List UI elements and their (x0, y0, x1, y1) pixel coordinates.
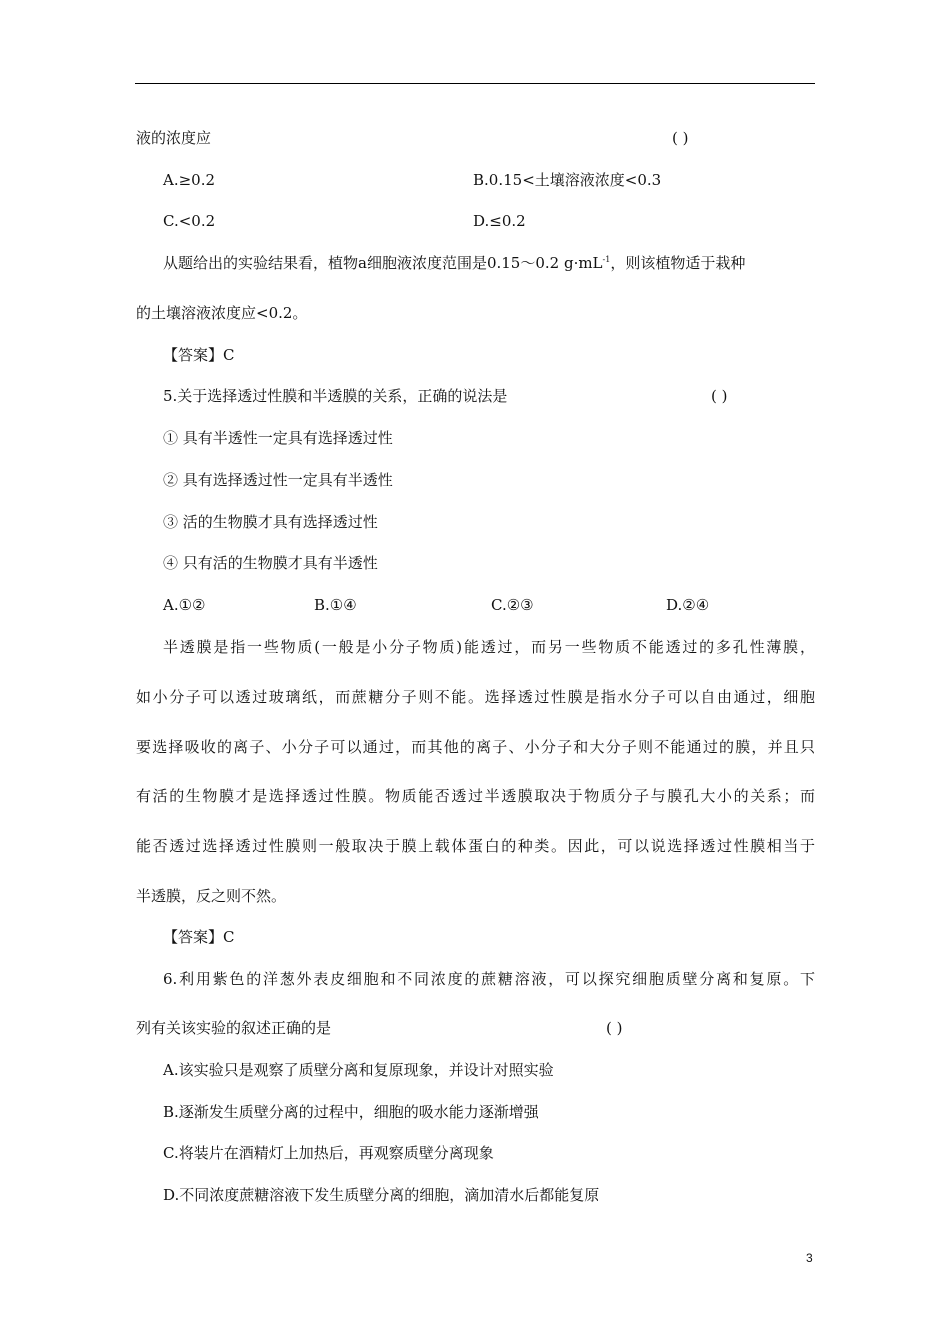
page-number: 3 (806, 1251, 813, 1265)
q4-stem-tail: 液的浓度应 (136, 129, 212, 147)
q5-statement-2: ② 具有选择透过性一定具有半透性 (163, 471, 393, 489)
q5-explanation-line6: 半透膜，反之则不然。 (136, 887, 287, 905)
q4-option-b: B.0.15<土壤溶液浓度<0.3 (473, 171, 662, 189)
q5-explanation-line3: 要选择吸收的离子、小分子可以通过，而其他的离子、小分子和大分子则不能通过的膜，并且只 (136, 738, 815, 756)
q5-option-a: A.①② (163, 596, 206, 614)
q6-stem-line2: 列有关该实验的叙述正确的是 (136, 1019, 332, 1037)
q4-explanation-line1: 从题给出的实验结果看，植物a细胞液浓度范围是0.15～0.2 $g\cdot mL^{-1}$，则该植物适于栽种 (163, 254, 746, 272)
q6-option-a: A.该实验只是观察了质壁分离和复原现象，并设计对照实验 (163, 1061, 554, 1079)
q5-explanation-line4: 有活的生物膜才是选择透过性膜。物质能否透过半透膜取决于物质分子与膜孔大小的关系；而 (136, 787, 815, 805)
q5-explanation-line5: 能否透过选择透过性膜则一般取决于膜上载体蛋白的种类。因此，可以说选择透过性膜相当于 (136, 837, 815, 855)
q5-statement-1: ① 具有半透性一定具有选择透过性 (163, 429, 393, 447)
q4-answer: 【答案】C (163, 346, 235, 364)
q5-explanation-line2: 如小分子可以透过玻璃纸，而蔗糖分子则不能。选择透过性膜是指水分子可以自由通过，细胞 (136, 688, 815, 706)
q4-option-a: A.≥0.2 (163, 171, 216, 189)
q5-option-b: B.①④ (314, 596, 357, 614)
q5-explanation-line1: 半透膜是指一些物质(一般是小分子物质)能透过，而另一些物质不能透过的多孔性薄膜， (163, 638, 815, 656)
q6-option-c: C.将装片在酒精灯上加热后，再观察质壁分离现象 (163, 1144, 494, 1162)
q4-option-c: C.<0.2 (163, 212, 216, 230)
q5-statement-4: ④ 只有活的生物膜才具有半透性 (163, 554, 378, 572)
q4-explanation-line2: 的土壤溶液浓度应<0.2。 (136, 304, 308, 322)
q5-answer: 【答案】C (163, 928, 235, 946)
q6-answer-paren: ( ) (606, 1019, 623, 1037)
header-rule (135, 83, 815, 84)
q5-statement-3: ③ 活的生物膜才具有选择透过性 (163, 513, 378, 531)
q5-option-d: D.②④ (666, 596, 710, 614)
q4-option-d: D.≤0.2 (473, 212, 526, 230)
q6-option-d: D.不同浓度蔗糖溶液下发生质壁分离的细胞，滴加清水后都能复原 (163, 1186, 600, 1204)
q5-stem: 5.关于选择透过性膜和半透膜的关系，正确的说法是 (163, 387, 508, 405)
q5-option-c: C.②③ (491, 596, 534, 614)
q5-answer-paren: ( ) (711, 387, 728, 405)
q6-option-b: B.逐渐发生质壁分离的过程中，细胞的吸水能力逐渐增强 (163, 1103, 539, 1121)
q4-answer-paren: ( ) (672, 129, 689, 147)
q6-stem-line1: 6.利用紫色的洋葱外表皮细胞和不同浓度的蔗糖溶液，可以探究细胞质壁分离和复原。下 (163, 970, 815, 988)
